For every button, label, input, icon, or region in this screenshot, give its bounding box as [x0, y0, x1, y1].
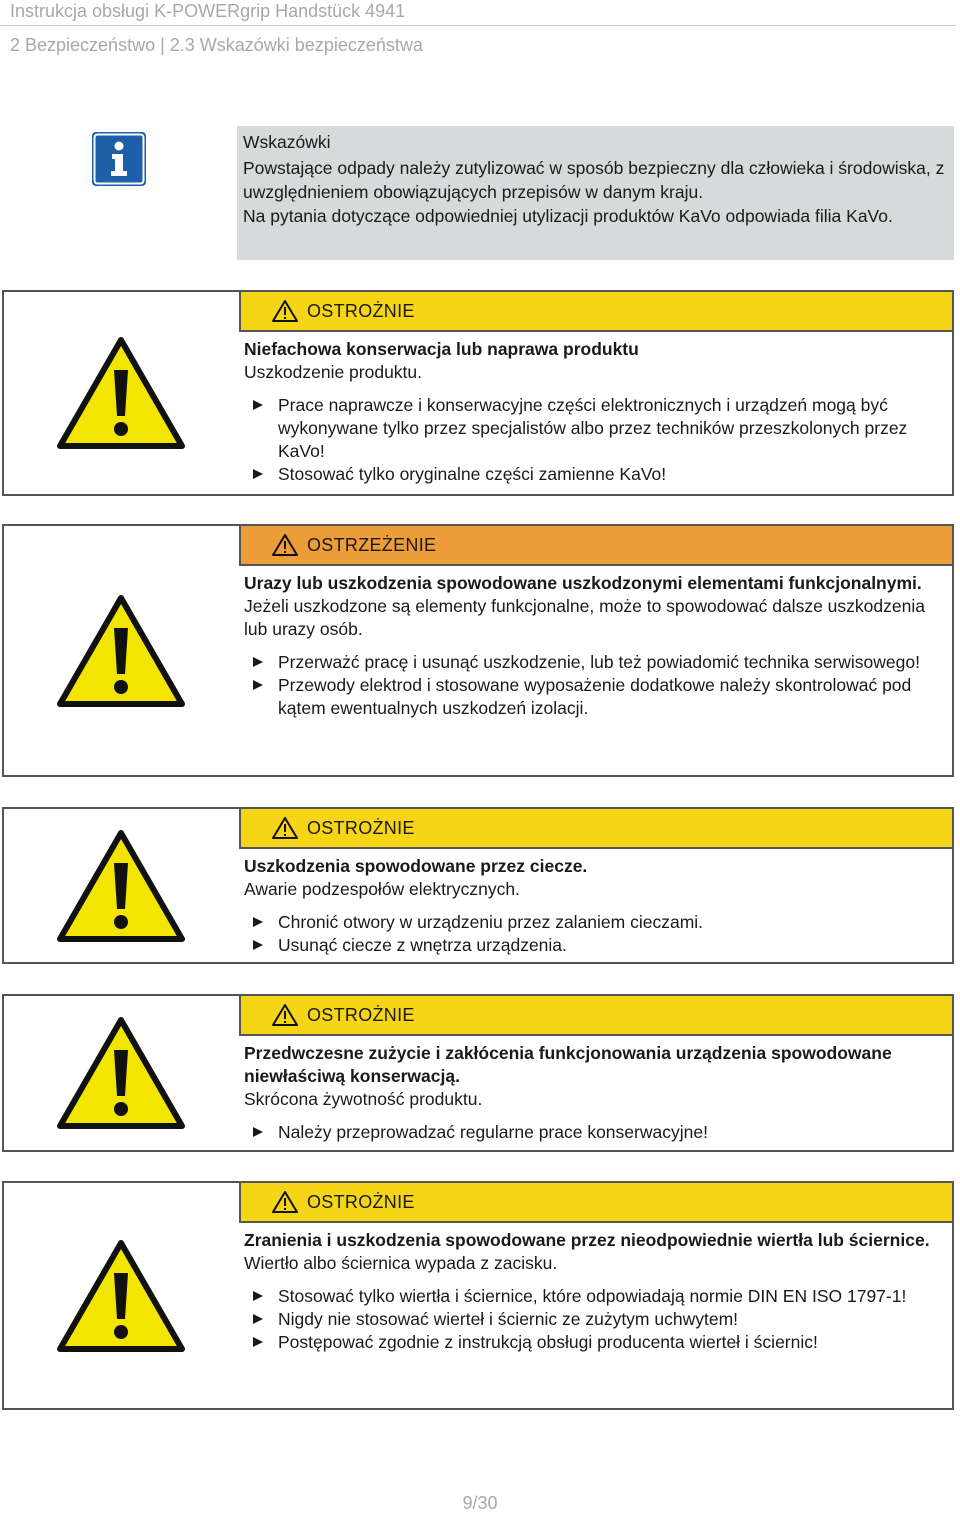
- warning-steps: [244, 911, 938, 957]
- warning-step: Prace naprawcze i konserwacyjne części elektronicznych i urządzeń mogą być wykonywane tylko przez specjalistów albo przez techników przeszkolonych przez KaVo!: [244, 394, 938, 463]
- warning-consequence: Uszkodzenie produktu.: [244, 362, 423, 382]
- warning-block: [2, 807, 954, 964]
- warning-body: [244, 1229, 938, 1354]
- warning-sign-icon: [271, 1190, 299, 1214]
- warning-sign-icon: [271, 299, 299, 323]
- warning-sign-icon: [271, 816, 299, 840]
- warning-steps: [244, 1121, 938, 1144]
- warning-step: Należy przeprowadzać regularne prace konserwacyjne!: [244, 1121, 938, 1144]
- info-note-paragraph: Powstające odpady należy zutylizować w sposób bezpieczny dla człowieka i środowiska, z uwzględnieniem obowiązujących przepisów w danym kraju.: [243, 158, 945, 202]
- warning-triangle-icon: [56, 336, 186, 450]
- warning-header: [239, 809, 952, 849]
- warning-step: Stosować tylko wiertła i ściernice, które odpowiadają normie DIN EN ISO 1797-1!: [244, 1285, 938, 1308]
- warning-title: Uszkodzenia spowodowane przez ciecze.: [244, 856, 588, 876]
- warning-step: Stosować tylko oryginalne części zamienne KaVo!: [244, 463, 938, 486]
- warning-sign-icon: [271, 1003, 299, 1027]
- info-note-paragraph: Na pytania dotyczące odpowiedniej utylizacji produktów KaVo odpowiada filia KaVo.: [243, 206, 893, 226]
- warning-level: OSTROŻNIE: [307, 1191, 415, 1212]
- warning-consequence: Skrócona żywotność produktu.: [244, 1089, 483, 1109]
- warning-step: Nigdy nie stosować wierteł i ściernic ze zużytym uchwytem!: [244, 1308, 938, 1331]
- warning-level: OSTROŻNIE: [307, 1004, 415, 1025]
- warning-triangle-icon: [56, 1016, 186, 1130]
- warning-step: Chronić otwory w urządzeniu przez zalaniem cieczami.: [244, 911, 938, 934]
- warning-triangle-icon: [56, 1239, 186, 1353]
- warning-title: Zranienia i uszkodzenia spowodowane przez nieodpowiednie wiertła lub ściernice.: [244, 1230, 930, 1250]
- info-note-title: Wskazówki: [243, 132, 331, 152]
- warning-body: [244, 855, 938, 957]
- warning-body: [244, 572, 938, 720]
- warning-block: [2, 994, 954, 1152]
- warning-consequence: Awarie podzespołów elektrycznych.: [244, 879, 520, 899]
- warning-sign-icon: [271, 533, 299, 557]
- document-title: Instrukcja obsługi K-POWERgrip Handstück 4941: [10, 1, 406, 21]
- warning-body: [244, 1042, 938, 1144]
- warning-triangle-icon: [56, 829, 186, 943]
- warning-header: [239, 1183, 952, 1223]
- warning-steps: [244, 394, 938, 486]
- warning-step: Usunąć ciecze z wnętrza urządzenia.: [244, 934, 938, 957]
- warning-consequence: Wiertło albo ściernica wypada z zacisku.: [244, 1253, 558, 1273]
- warning-step: Przewody elektrod i stosowane wyposażenie dodatkowe należy skontrolować pod kątem ewentualnych uszkodzeń izolacji.: [244, 674, 938, 720]
- warning-title: Urazy lub uszkodzenia spowodowane uszkodzonymi elementami funkcjonalnymi.: [244, 573, 922, 593]
- warning-block: [2, 524, 954, 777]
- warning-title: Przedwczesne zużycie i zakłócenia funkcjonowania urządzenia spowodowane niewłaściwą konserwacją.: [244, 1043, 892, 1086]
- header-divider: [0, 25, 956, 26]
- warning-header: [239, 996, 952, 1036]
- breadcrumb: 2 Bezpieczeństwo | 2.3 Wskazówki bezpieczeństwa: [10, 35, 423, 55]
- warning-level: OSTROŻNIE: [307, 300, 415, 321]
- info-icon: [91, 131, 147, 187]
- warning-triangle-icon: [56, 594, 186, 708]
- warning-header: [239, 292, 952, 332]
- warning-steps: [244, 1285, 938, 1354]
- warning-level: OSTRZEŻENIE: [307, 534, 437, 555]
- warning-header: [239, 526, 952, 566]
- page-number: 9/30: [462, 1493, 498, 1513]
- warning-step: Postępować zgodnie z instrukcją obsługi producenta wierteł i ściernic!: [244, 1331, 938, 1354]
- info-note: [237, 126, 954, 260]
- warning-step: Przerważć pracę i usunąć uszkodzenie, lub też powiadomić technika serwisowego!: [244, 651, 938, 674]
- warning-consequence: Jeżeli uszkodzone są elementy funkcjonalne, może to spowodować dalsze uszkodzenia lub urazy osób.: [244, 596, 925, 639]
- warning-block: [2, 290, 954, 496]
- warning-block: [2, 1181, 954, 1410]
- warning-level: OSTROŻNIE: [307, 817, 415, 838]
- warning-steps: [244, 651, 938, 720]
- warning-body: [244, 338, 938, 486]
- warning-title: Niefachowa konserwacja lub naprawa produktu: [244, 339, 639, 359]
